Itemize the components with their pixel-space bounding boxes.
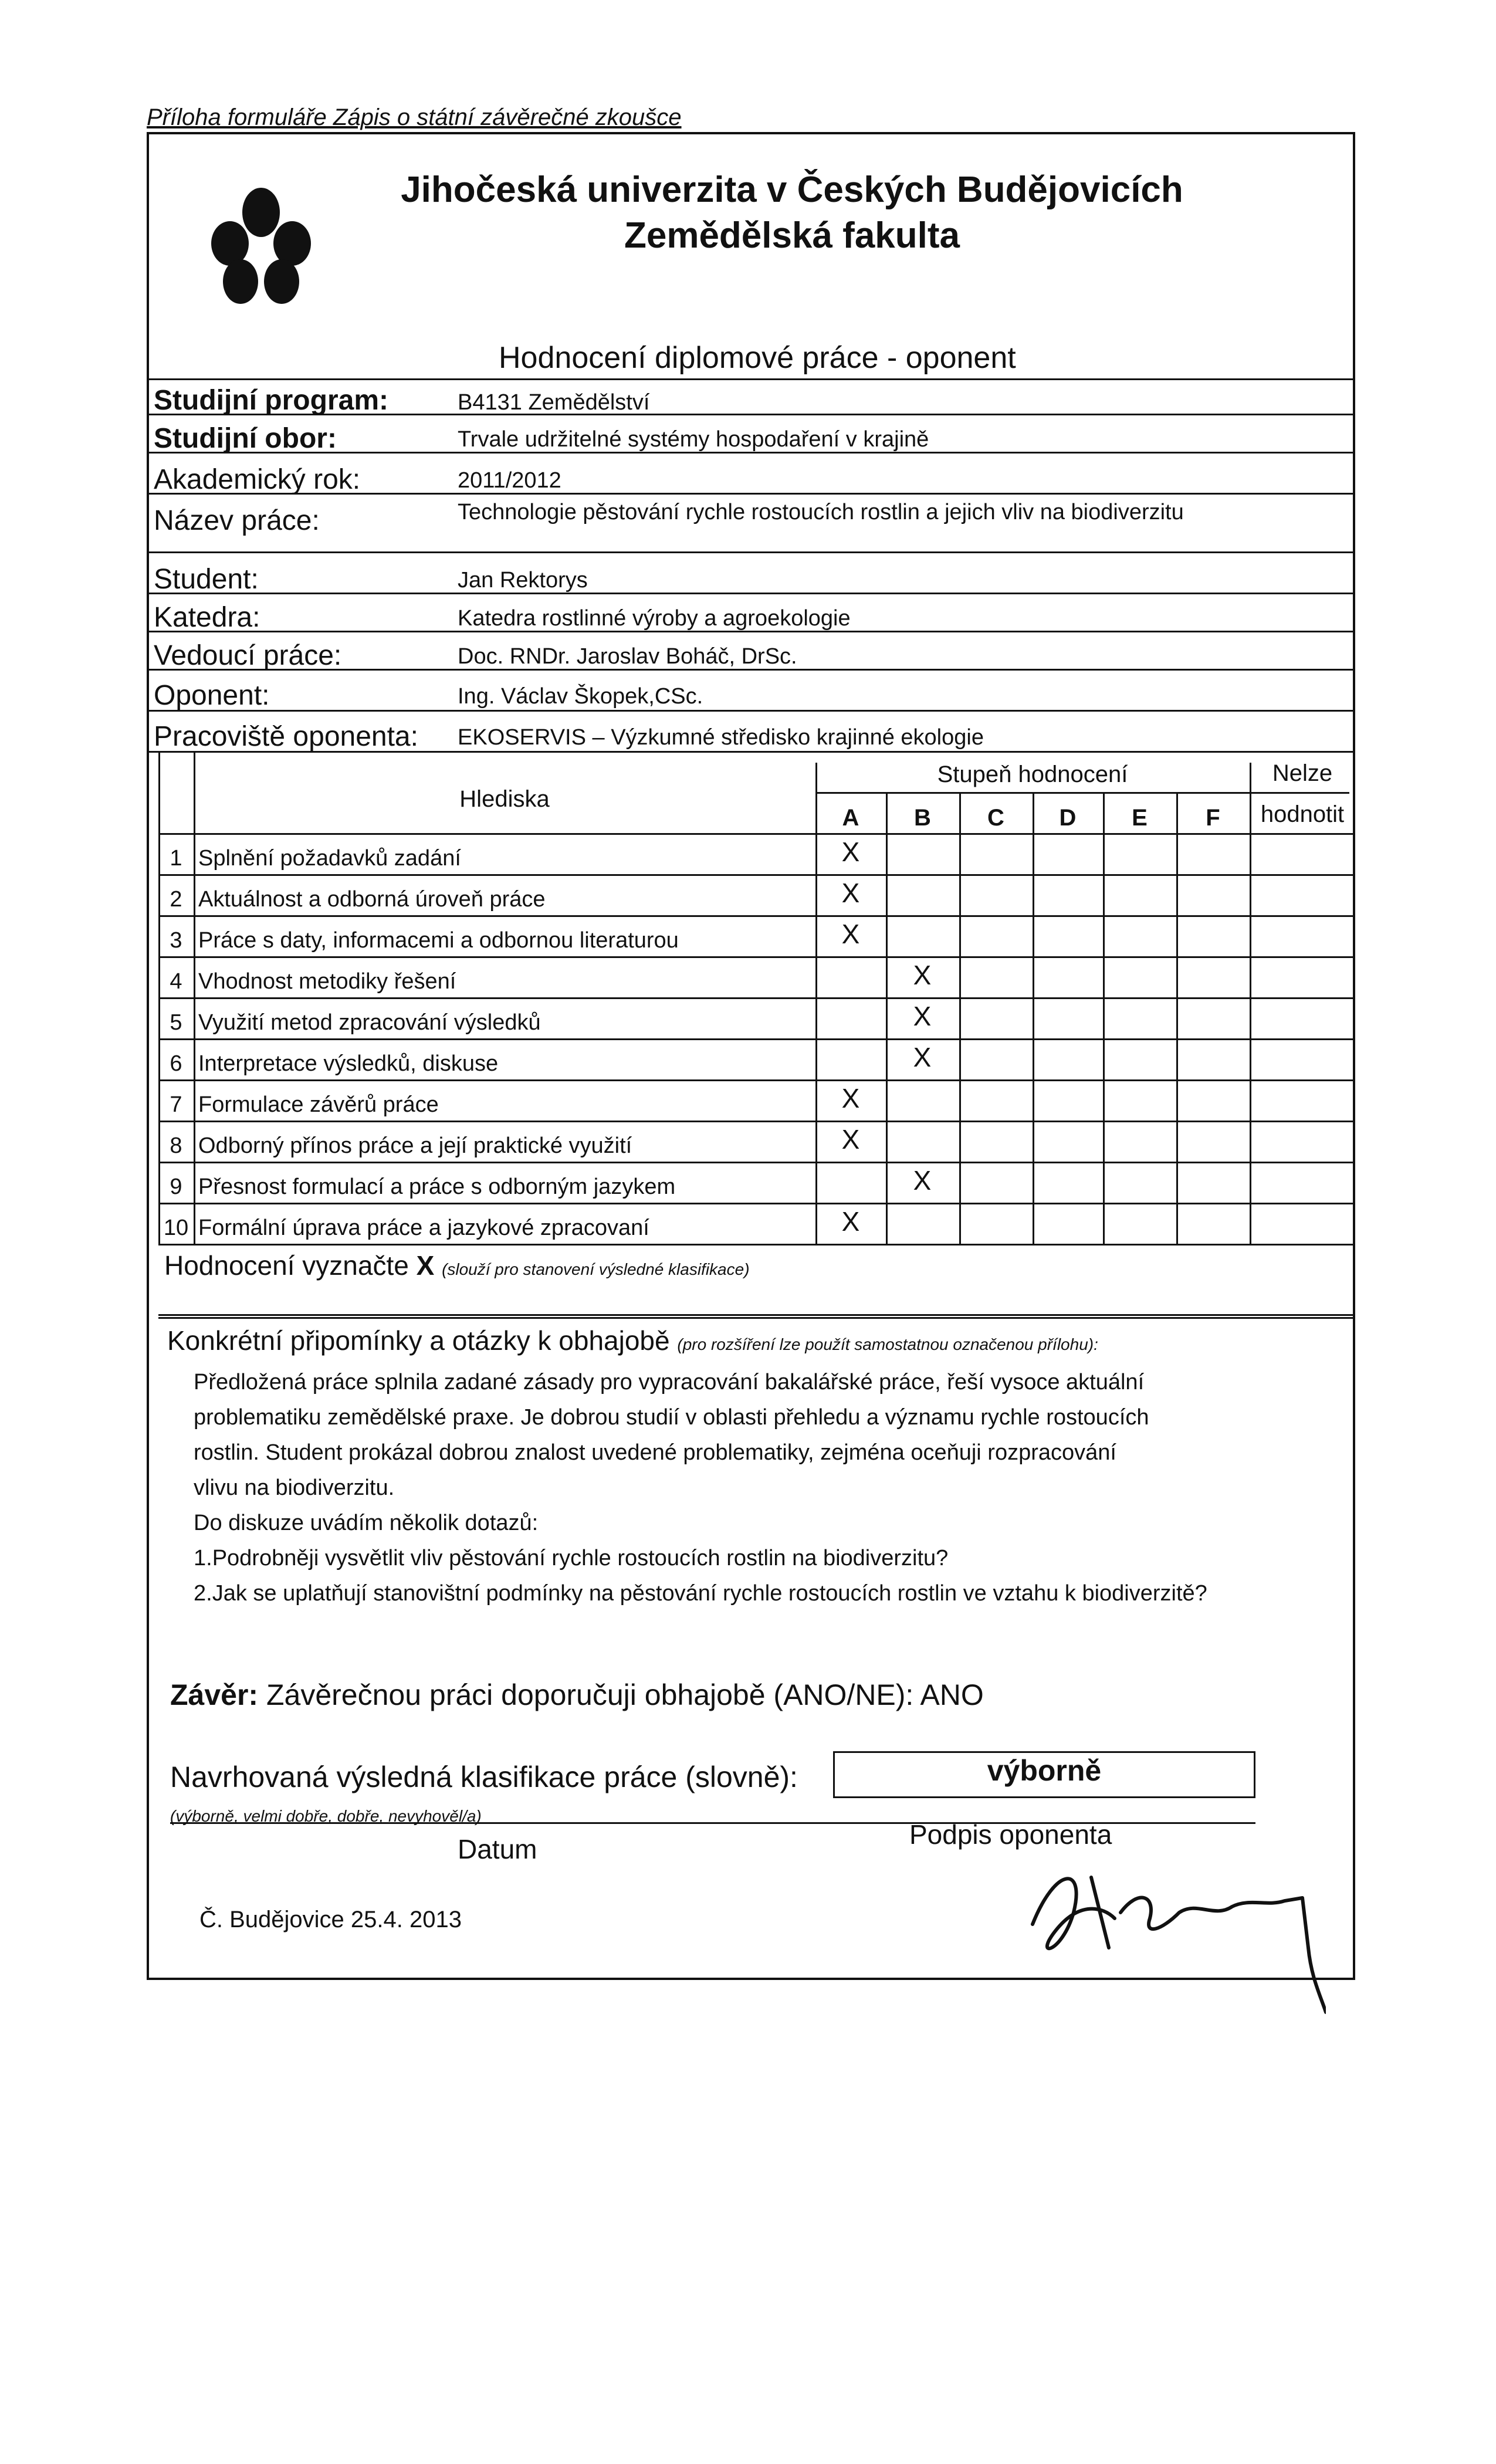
grade-mark: X — [841, 1083, 860, 1113]
table-line — [158, 1244, 1355, 1245]
label-study-program: Studijní program: — [154, 385, 388, 416]
signature-label: Podpis oponenta — [909, 1819, 1112, 1850]
divider — [147, 378, 1355, 380]
university-name: Jihočeská univerzita v Českých Budějovicích — [401, 170, 1183, 210]
comment-line: Předložená práce splnila zadané zásady pro vypracování bakalářské práce, řeší vysoce aktuální — [194, 1370, 1145, 1395]
university-logo-icon — [211, 188, 311, 305]
label-student: Student: — [154, 564, 259, 595]
comment-line: 2.Jak se uplatňují stanovištní podmínky na pěstování rychle rostoucích rostlin ve vztahu k biodiverzitě? — [194, 1581, 1207, 1606]
row-criterion: Přesnost formulací a práce s odborným jazykem — [198, 1175, 676, 1199]
table-line — [158, 1203, 1355, 1204]
marking-note — [164, 1250, 750, 1281]
row-criterion: Odborný přínos práce a její praktické využití — [198, 1133, 632, 1158]
grade-mark: X — [913, 1001, 932, 1031]
table-line — [1103, 792, 1105, 1244]
conclusion-label: Závěr: — [170, 1678, 259, 1711]
row-number: 1 — [170, 846, 182, 871]
header-not-assessable-line1: Nelze — [1272, 760, 1333, 786]
label-study-field: Studijní obor: — [154, 423, 337, 454]
row-number: 9 — [170, 1175, 182, 1199]
header-grade-b: B — [914, 805, 931, 831]
row-number: 7 — [170, 1092, 182, 1117]
value-study-field: Trvale udržitelné systémy hospodaření v krajině — [458, 427, 929, 452]
table-line — [959, 792, 961, 1244]
table-line — [1250, 763, 1251, 1244]
row-number: 8 — [170, 1133, 182, 1158]
table-line — [158, 833, 1355, 835]
comments-heading — [167, 1325, 1098, 1356]
comment-line: problematiku zemědělské praxe. Je dobrou studií v oblasti přehledu a významu rychle rostoucích — [194, 1405, 1149, 1430]
value-opponent: Ing. Václav Škopek,CSc. — [458, 684, 703, 709]
header-grade-e: E — [1132, 805, 1148, 831]
header-grade-a: A — [842, 805, 859, 831]
comment-line: rostlin. Student prokázal dobrou znalost uvedené problematiky, zejména oceňuji rozpracování — [194, 1440, 1116, 1465]
row-number: 6 — [170, 1051, 182, 1076]
header-grade-d: D — [1059, 805, 1077, 831]
divider — [147, 593, 1355, 594]
table-line — [158, 997, 1355, 999]
comments-heading-text: Konkrétní připomínky a otázky k obhajobě — [167, 1325, 670, 1356]
header-grade-f: F — [1206, 805, 1220, 831]
comment-line: vlivu na biodiverzitu. — [194, 1475, 395, 1500]
label-opponent-workplace: Pracoviště oponenta: — [154, 721, 418, 752]
table-line — [158, 1121, 1355, 1122]
table-line — [158, 1314, 1355, 1316]
comment-line: Do diskuze uvádím několik dotazů: — [194, 1511, 539, 1535]
university-header — [352, 167, 1232, 259]
divider — [147, 551, 1355, 553]
classification-label: Navrhovaná výsledná klasifikace práce (slovně): — [170, 1761, 798, 1793]
table-line — [158, 1079, 1355, 1081]
value-opponent-workplace: EKOSERVIS – Výzkumné středisko krajinné ekologie — [458, 725, 984, 750]
grade-mark: X — [913, 1165, 932, 1196]
value-academic-year: 2011/2012 — [458, 468, 561, 493]
conclusion — [170, 1678, 984, 1712]
place-and-date: Č. Budějovice 25.4. 2013 — [199, 1907, 462, 1932]
label-academic-year: Akademický rok: — [154, 464, 361, 495]
label-thesis-title: Název práce: — [154, 505, 320, 536]
header-not-assessable-line2: hodnotit — [1260, 801, 1345, 827]
grade-mark: X — [841, 878, 860, 908]
value-study-program: B4131 Zemědělství — [458, 390, 650, 415]
label-department: Katedra: — [154, 602, 260, 633]
row-criterion: Využití metod zpracování výsledků — [198, 1010, 541, 1035]
marking-note-x: X — [416, 1250, 435, 1281]
row-criterion: Formální úprava práce a jazykové zpracovaní — [198, 1216, 649, 1240]
row-number: 3 — [170, 928, 182, 953]
row-criterion: Vhodnost metodiky řešení — [198, 969, 456, 994]
table-line — [158, 751, 160, 1244]
table-line — [1033, 792, 1034, 1244]
table-line — [158, 1038, 1355, 1040]
classification-options: (výborně, velmi dobře, dobře, nevyhověl/a) — [170, 1807, 482, 1825]
row-number: 4 — [170, 969, 182, 994]
header-criteria: Hlediska — [459, 786, 550, 812]
row-criterion: Splnění požadavků zadání — [198, 846, 461, 871]
table-line — [158, 1317, 1355, 1319]
classification-value: výborně — [833, 1751, 1255, 1798]
table-line — [158, 956, 1355, 958]
row-number: 10 — [163, 1216, 189, 1240]
comment-line: 1.Podrobněji vysvětlit vliv pěstování rychle rostoucích rostlin na biodiverzitu? — [194, 1546, 949, 1571]
row-criterion: Formulace závěrů práce — [198, 1092, 439, 1117]
row-criterion: Interpretace výsledků, diskuse — [198, 1051, 499, 1076]
comments-heading-small: (pro rozšíření lze použít samostatnou označenou přílohu): — [677, 1335, 1098, 1353]
marking-note-text: Hodnocení vyznačte — [164, 1250, 417, 1281]
row-criterion: Práce s daty, informacemi a odbornou literaturou — [198, 928, 679, 953]
row-criterion: Aktuálnost a odborná úroveň práce — [198, 887, 546, 912]
row-number: 5 — [170, 1010, 182, 1035]
grade-mark: X — [841, 1124, 860, 1155]
form-caption: Příloha formuláře Zápis o státní závěrečné zkoušce — [147, 104, 682, 130]
conclusion-text: Závěrečnou práci doporučuji obhajobě (ANO/NE): ANO — [258, 1678, 984, 1711]
table-line — [158, 874, 1355, 876]
value-student: Jan Rektorys — [458, 568, 588, 593]
label-opponent: Oponent: — [154, 680, 270, 711]
opponent-signature-icon — [1021, 1842, 1326, 2018]
value-department: Katedra rostlinné výroby a agroekologie — [458, 606, 851, 631]
date-label: Datum — [458, 1834, 537, 1864]
grade-mark: X — [913, 960, 932, 990]
grade-mark: X — [841, 919, 860, 949]
table-line — [158, 1162, 1355, 1163]
grade-mark: X — [841, 837, 860, 867]
value-supervisor: Doc. RNDr. Jaroslav Boháč, DrSc. — [458, 644, 797, 669]
header-grade-scale: Stupeň hodnocení — [937, 761, 1128, 787]
label-supervisor: Vedoucí práce: — [154, 640, 342, 671]
divider — [147, 710, 1355, 712]
header-grade-c: C — [987, 805, 1004, 831]
form-title: Hodnocení diplomové práce - oponent — [499, 341, 1016, 375]
value-thesis-title: Technologie pěstování rychle rostoucích rostlin a jejich vliv na biodiverzitu — [458, 500, 1184, 524]
faculty-name: Zemědělská fakulta — [624, 215, 960, 256]
row-number: 2 — [170, 887, 182, 912]
table-line — [1176, 792, 1178, 1244]
marking-note-small: (slouží pro stanovení výsledné klasifikace) — [442, 1260, 750, 1278]
table-line — [815, 763, 817, 1244]
grade-mark: X — [841, 1206, 860, 1237]
table-line — [194, 751, 195, 1244]
table-line — [158, 915, 1355, 917]
grade-mark: X — [913, 1042, 932, 1072]
